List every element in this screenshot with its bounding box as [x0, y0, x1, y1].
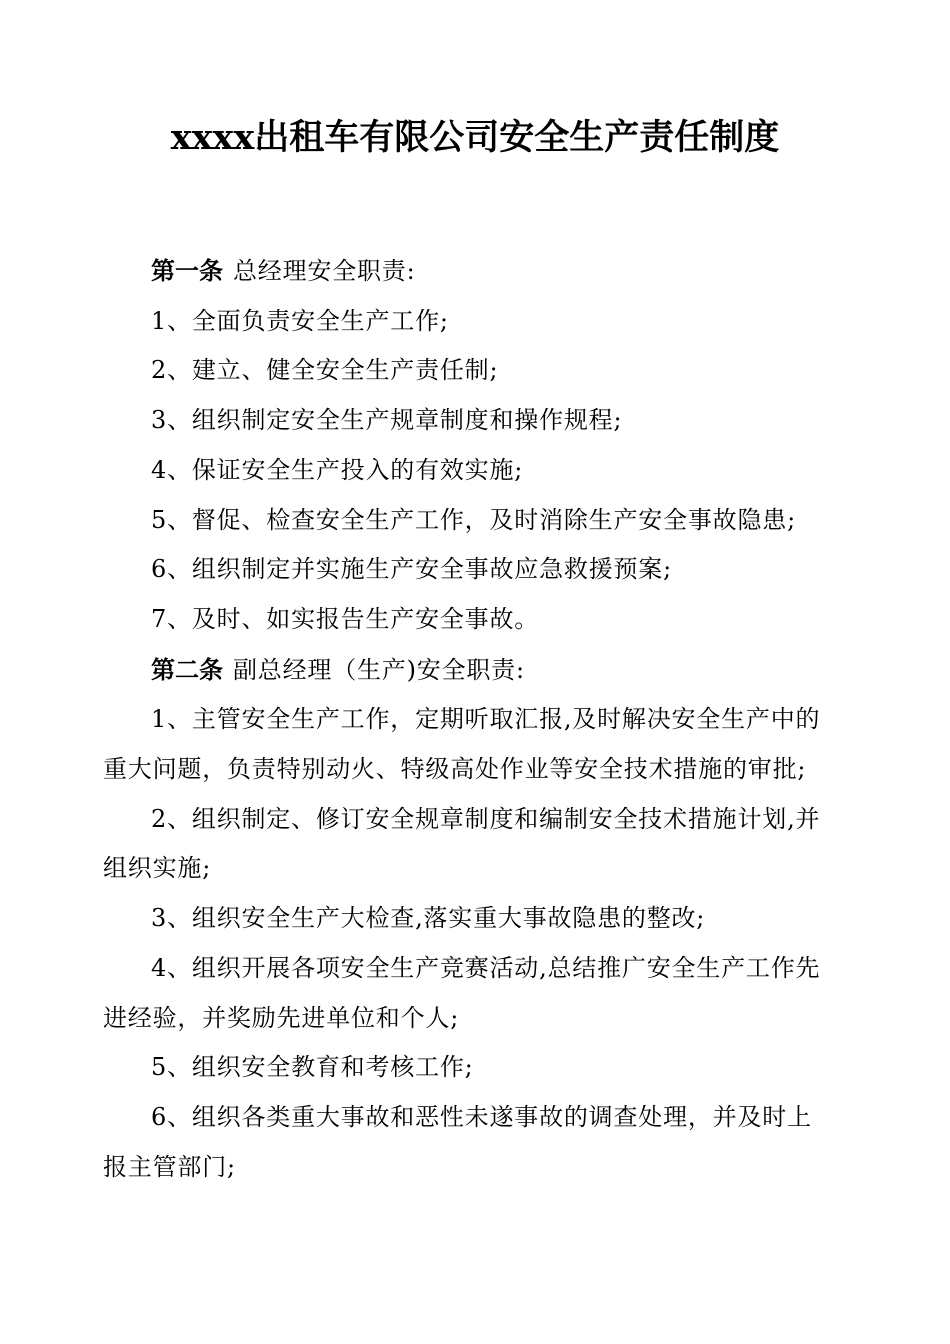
article-2-item-line: 6、组织各类重大事故和恶性未遂事故的调查处理，并及时上 [151, 1102, 812, 1131]
article-label: 第一条 [151, 256, 223, 285]
article-1-item: 4、保证安全生产投入的有效实施; [151, 455, 524, 484]
article-1-item: 5、督促、检查安全生产工作，及时消除生产安全事故隐患; [151, 505, 796, 534]
article-2-item-line: 4、组织开展各项安全生产竞赛活动,总结推广安全生产工作先 [151, 953, 821, 982]
article-2-item-continuation: 重大问题，负责特别动火、特级高处作业等安全技术措施的审批; [103, 755, 807, 784]
article-2-item-line: 1、主管安全生产工作，定期听取汇报,及时解决安全生产中的 [151, 705, 821, 734]
article-1-item: 1、全面负责安全生产工作; [151, 306, 449, 335]
article-1-item: 3、组织制定安全生产规章制度和操作规程; [151, 406, 623, 435]
article-heading-text: 副总经理（生产)安全职责: [233, 655, 525, 684]
article-2-item-continuation: 组织实施; [103, 854, 212, 883]
article-2-item-line: 2、组织制定、修订安全规章制度和编制安全技术措施计划,并 [151, 804, 821, 833]
article-heading-text: 总经理安全职责: [233, 257, 416, 285]
article-2-item-continuation: 报主管部门; [103, 1152, 236, 1181]
article-1-item: 6、组织制定并实施生产安全事故应急救援预案; [151, 555, 672, 584]
article-1-item: 7、及时、如实报告生产安全事故。 [151, 604, 540, 633]
document-body [103, 246, 843, 1192]
article-1-heading [103, 246, 843, 297]
article-2-item-line: 3、组织安全生产大检查,落实重大事故隐患的整改; [151, 904, 706, 933]
article-2-item-continuation: 进经验，并奖励先进单位和个人; [103, 1003, 460, 1032]
article-2-heading [103, 645, 843, 696]
article-label: 第二条 [151, 654, 223, 684]
article-2-item-line: 5、组织安全教育和考核工作; [151, 1053, 474, 1082]
article-1-item: 2、建立、健全安全生产责任制; [151, 356, 499, 385]
document-title: xxxx出租车有限公司安全生产责任制度 [170, 117, 780, 158]
